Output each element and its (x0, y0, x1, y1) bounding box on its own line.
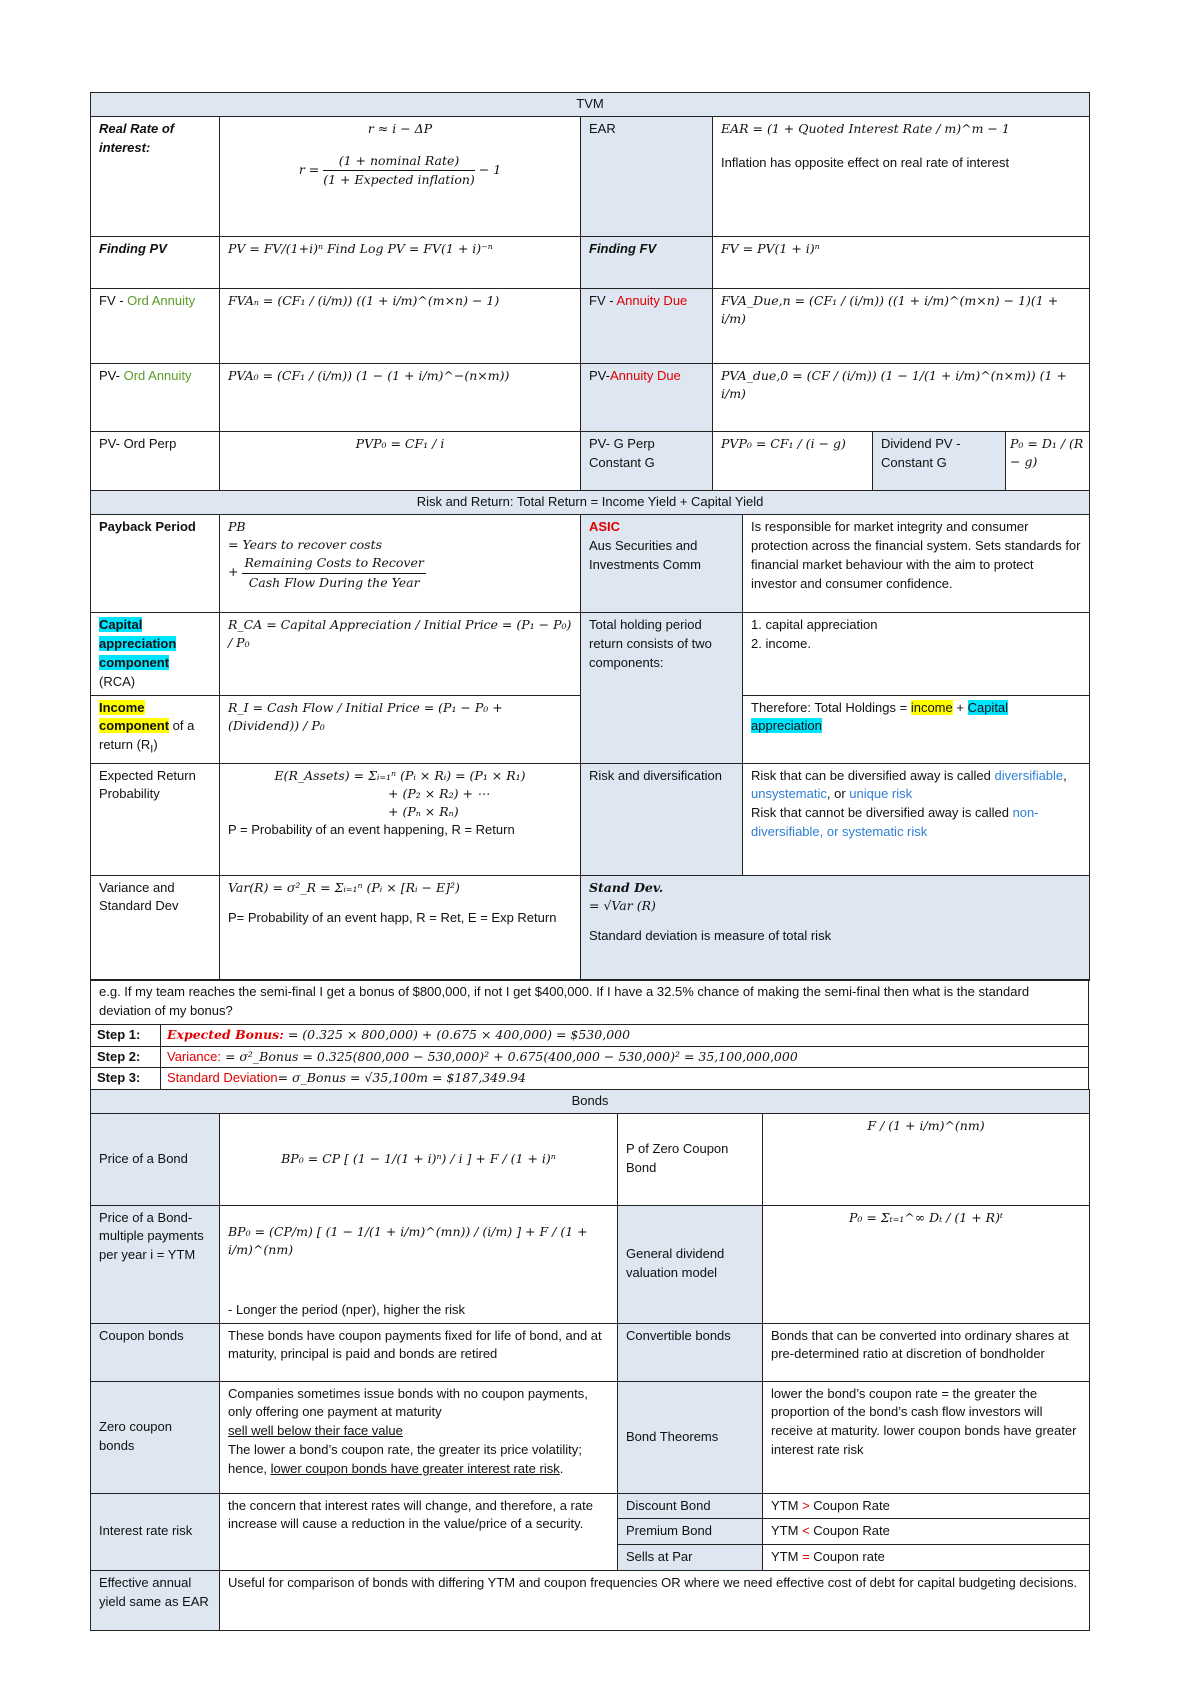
income-label: Income component of a return $(R_I)$ (91, 695, 220, 763)
fv-due-formula: FVA_Due,n = (CF₁ / (i/m)) ((1 + i/m)^(m×n) − 1)(1 + i/m) (713, 288, 1090, 363)
std-dev-formula: = √Var (R) (589, 897, 656, 913)
payback-formula: PB = Years to recover costs + $\frac{\text{Remaining Costs to Recover}}{\text{Cash Flow During the Year}}$ (220, 515, 581, 613)
std-dev-cell (581, 875, 1090, 980)
std-dev-title: Stand Dev. (589, 879, 664, 895)
zc-underline-2: lower coupon bonds have greater interest rate risk (270, 1461, 560, 1476)
real-rate-formula (220, 116, 581, 236)
zero-coupon-desc: Companies sometimes issue bonds with no coupon payments, only offering one payment at maturity sell well below their face value The lower a bond’s coupon rate, the greater its price volatility; hence, lower coupon bonds have greater interest rate risk. (220, 1381, 618, 1493)
pv-gperp-label: PV- G Perp Constant G (581, 431, 713, 491)
zero-price-label: P of Zero Coupon Bond (618, 1113, 763, 1205)
multi-bond-note: - Longer the period (nper), higher the risk (228, 1301, 466, 1317)
div-pv-label: Dividend PV - Constant G (873, 431, 1006, 491)
ear-label: EAR (581, 116, 713, 236)
income-formula: R_I = Cash Flow / Initial Price = (P₁ − P₀ + (Dividend)) / P₀ (220, 695, 581, 763)
premium-bond-label: Premium Bond (618, 1519, 763, 1545)
pv-ord-label: PV- Ord Annuity (91, 363, 220, 431)
variance-formula: Var(R) = σ²_R = Σᵢ₌₁ⁿ (Pᵢ × [Rᵢ − E]²) (228, 879, 460, 895)
payback-years: = Years to recover costs (228, 537, 383, 553)
fv-ord-label: FV - Ord Annuity (91, 288, 220, 363)
pv-ord-colored: Ord Annuity (123, 367, 192, 383)
asic-desc: Is responsible for market integrity and consumer protection across the financial system. Sets standards for financial market behaviour with the aim to protect investor and consumer confidence. (743, 515, 1090, 613)
interest-rate-risk-label: Interest rate risk (91, 1493, 220, 1571)
asic-sub: Aus Securities and Investments Comm (589, 538, 701, 572)
example-question: e.g. If my team reaches the semi-final I get a bonus of $800,000, if not I get $400,000. If I have a 32.5% chance of making the semi-final then what is the standard deviation of my bonus? (91, 980, 1089, 1025)
variance-label: Variance and Standard Dev (91, 875, 220, 980)
bonds-header: Bonds (91, 1089, 1090, 1113)
therefore-text: Therefore: Total Holdings = income + Capital appreciation (743, 695, 1090, 763)
pv-ord-formula: PVA₀ = (CF₁ / (i/m)) (1 − (1 + i/m)^−(n×m)) (220, 363, 581, 431)
finding-pv-formula: PV = FV/(1+i)ⁿ Find Log PV = FV(1 + i)⁻ⁿ (220, 236, 581, 288)
gdv-label: General dividend valuation model (618, 1205, 763, 1323)
zc-underline-1: sell well below their face value (228, 1423, 403, 1439)
diversifiable-term: diversifiable (994, 767, 1064, 783)
bond-price-label: Price of a Bond (91, 1113, 220, 1205)
expected-return-note: P = Probability of an event happening, R = Return (228, 821, 515, 837)
step3-text: Standard Deviation= σ_Bonus = √35,100m = $187,349.94 (161, 1068, 1089, 1090)
discount-bond-label: Discount Bond (618, 1493, 763, 1519)
therefore-capital: Capital appreciation (751, 699, 1009, 734)
risk-header: Risk and Return: Total Return = Income Yield + Capital Yield (91, 491, 1090, 515)
real-rate-lhs: r = (298, 162, 320, 178)
total-return-items (743, 613, 1090, 695)
pv-due-label: PV-Annuity Due (581, 363, 713, 431)
zero-price-formula: F / (1 + i/m)^(nm) (763, 1113, 1090, 1205)
step3-name: Standard Deviation (167, 1070, 278, 1086)
step1-label: Step 1: (91, 1024, 161, 1046)
real-rate-approx: r ≈ i − ΔP (367, 120, 433, 136)
total-item-2: 2. income. (751, 636, 811, 652)
pv-gperp-formula: PVP₀ = CF₁ / (i − g) (713, 431, 873, 491)
bonds-table (90, 1089, 1090, 1631)
step1-name: Expected Bonus: (167, 1026, 284, 1042)
tvm-table (90, 92, 1090, 492)
income-label-highlight: Income component (99, 699, 170, 734)
payback-label: Payback Period (91, 515, 220, 613)
payback-denominator: Cash Flow During the Year (248, 574, 420, 590)
variance-note: P= Probability of an event happ, R = Ret, E = Exp Return (228, 909, 557, 925)
par-bond-rule: YTM = Coupon rate (763, 1545, 1090, 1571)
expected-return-line3: + (Pₙ × Rₙ) (388, 803, 459, 819)
coupon-bonds-desc: These bonds have coupon payments fixed for life of bond, and at maturity, principal is paid and bonds are retired (220, 1323, 618, 1381)
multi-bond-formula: BP₀ = (CP/m) [ (1 − 1/(1 + i/m)^(mn)) / (i/m) ] + F / (1 + i/m)^(nm) (228, 1223, 588, 1257)
diversification-desc: Risk that can be diversified away is called diversifiable, unsystematic, or unique risk Risk that cannot be diversified away is called non-diversifiable, or systematic risk (743, 763, 1090, 875)
eay-desc: Useful for comparison of bonds with differing YTM and coupon frequencies OR where we need effective cost of debt for capital budgeting decisions. (220, 1571, 1090, 1631)
fv-ord-formula: FVAₙ = (CF₁ / (i/m)) ((1 + i/m)^(m×n) − 1) (220, 288, 581, 363)
total-item-1: 1. capital appreciation (751, 617, 878, 633)
expected-return-line2: + (P₂ × R₂) + ⋯ (388, 785, 490, 801)
pv-due-formula: PVA_due,0 = (CF / (i/m)) (1 − 1/(1 + i/m)^(n×m)) (1 + i/m) (713, 363, 1090, 431)
discount-bond-rule: YTM > Coupon Rate (763, 1493, 1090, 1519)
step2-name: Variance: (167, 1048, 221, 1064)
eay-label: Effective annual yield same as EAR (91, 1571, 220, 1631)
real-rate-numerator: (1 + nominal Rate) (323, 152, 475, 171)
risk-table (90, 490, 1090, 980)
example-table (90, 979, 1089, 1090)
payback-numerator: Remaining Costs to Recover (242, 554, 425, 573)
par-bond-label: Sells at Par (618, 1545, 763, 1571)
multi-bond-label: Price of a Bond- multiple payments per year i = YTM (91, 1205, 220, 1323)
gdv-formula: P₀ = Σₜ₌₁^∞ Dₜ / (1 + R)ᵗ (763, 1205, 1090, 1323)
rca-formula: R_CA = Capital Appreciation / Initial Price = (P₁ − P₀) / P₀ (220, 613, 581, 695)
real-rate-fraction (323, 152, 475, 189)
std-dev-note: Standard deviation is measure of total risk (589, 927, 832, 943)
therefore-income: income (910, 699, 953, 715)
multi-bond-cell (220, 1205, 618, 1323)
systematic-risk-term: non-diversifiable, or systematic risk (751, 805, 1039, 840)
ear-note: Inflation has opposite effect on real rate of interest (721, 154, 1010, 170)
fv-ord-colored: Ord Annuity (127, 292, 196, 308)
finding-pv-label: Finding PV (91, 236, 220, 288)
pv-perp-formula: PVP₀ = CF₁ / i (220, 431, 581, 491)
finding-fv-label: Finding FV (581, 236, 713, 288)
finding-fv-formula: FV = PV(1 + i)ⁿ (713, 236, 1090, 288)
asic-title: ASIC (589, 519, 621, 535)
pv-due-colored: Annuity Due (609, 367, 681, 383)
premium-bond-rule: YTM < Coupon Rate (763, 1519, 1090, 1545)
expected-return-line1: E(R_Assets) = Σᵢ₌₁ⁿ (Pᵢ × Rᵢ) = (P₁ × R₁) (274, 767, 526, 783)
total-return-label: Total holding period return consists of two components: (581, 613, 743, 763)
real-rate-denominator: (1 + Expected inflation) (323, 172, 475, 188)
unsystematic-term: unsystematic (751, 786, 827, 802)
cheat-sheet (90, 92, 1089, 1631)
bond-theorems-desc: lower the bond’s coupon rate = the greater the proportion of the bond’s cash flow investors will receive at maturity. lower coupon bonds have greater interest rate risk (763, 1381, 1090, 1493)
step2-label: Step 2: (91, 1046, 161, 1068)
real-rate-tail: − 1 (478, 162, 502, 178)
div-pv-formula: P₀ = D₁ / (R − g) (1006, 431, 1090, 491)
payback-pb: PB (228, 519, 246, 535)
ear-formula: EAR = (1 + Quoted Interest Rate / m)^m − 1 (721, 120, 1010, 136)
payback-fraction (242, 554, 425, 591)
step1-text: Expected Bonus: = (0.325 × 800,000) + (0.675 × 400,000) = $530,000 (161, 1024, 1089, 1046)
variance-formula-cell (220, 875, 581, 980)
interest-rate-risk-desc: the concern that interest rates will change, and therefore, a rate increase will cause a reduction in the value/price of a security. (220, 1493, 618, 1571)
expected-return-label: Expected Return Probability (91, 763, 220, 875)
convertible-label: Convertible bonds (618, 1323, 763, 1381)
convertible-desc: Bonds that can be converted into ordinary shares at pre-determined ratio at discretion of bondholder (763, 1323, 1090, 1381)
fv-due-label: FV - Annuity Due (581, 288, 713, 363)
step2-text: Variance: = σ²_Bonus = 0.325(800,000 − 530,000)² + 0.675(400,000 − 530,000)² = 35,100,000,000 (161, 1046, 1089, 1068)
bond-price-formula: BP₀ = CP [ (1 − 1/(1 + i)ⁿ) / i ] + F / (1 + i)ⁿ (220, 1113, 618, 1205)
expected-return-formula (220, 763, 581, 875)
step3-label: Step 3: (91, 1068, 161, 1090)
tvm-header: TVM (91, 93, 1090, 117)
rca-label: Capital appreciation component (RCA) (91, 613, 220, 695)
zero-coupon-label: Zero coupon bonds (91, 1381, 220, 1493)
real-rate-label: Real Rate of interest: (91, 116, 220, 236)
fv-due-colored: Annuity Due (616, 292, 688, 308)
diversification-label: Risk and diversification (581, 763, 743, 875)
asic-label (581, 515, 743, 613)
pv-perp-label: PV- Ord Perp (91, 431, 220, 491)
unique-risk-term: unique risk (849, 786, 913, 802)
bond-theorems-label: Bond Theorems (618, 1381, 763, 1493)
rca-label-highlight: Capital appreciation component (99, 617, 177, 670)
coupon-bonds-label: Coupon bonds (91, 1323, 220, 1381)
